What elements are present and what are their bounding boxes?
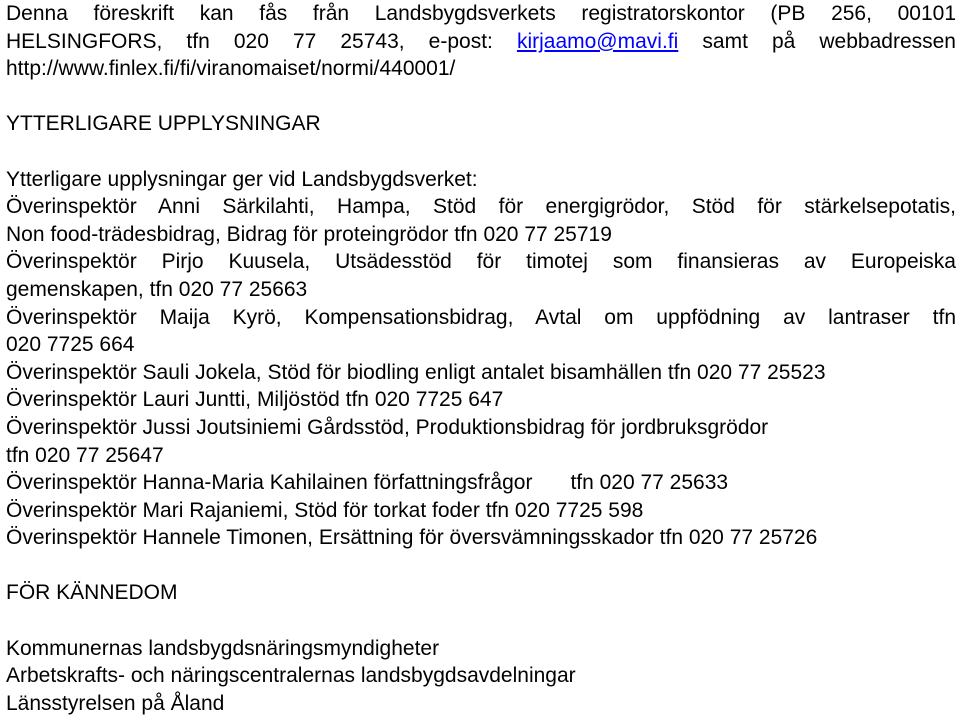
spacer <box>6 607 956 635</box>
more-info-heading: YTTERLIGARE UPPLYSNINGAR <box>6 112 321 136</box>
contact-line <box>6 469 956 497</box>
contact-phone: tfn 020 77 25633 <box>570 471 729 495</box>
contact-line: Överinspektör Lauri Juntti, Miljöstöd tfn 020 7725 647 <box>6 388 504 412</box>
for-knowledge-heading: FÖR KÄNNEDOM <box>6 581 178 605</box>
contact-name: Överinspektör Hanna-Maria Kahilainen författningsfrågor <box>6 471 533 495</box>
contact-line: gemenskapen, tfn 020 77 25663 <box>6 277 308 301</box>
contact-line: Överinspektör Sauli Jokela, Stöd för biodling enligt antalet bisamhällen tfn 020 77 25523 <box>6 360 826 384</box>
contact-line: Överinspektör Maija Kyrö, Kompensationsbidrag, Avtal om uppfödning av lantraser tfn <box>6 305 956 329</box>
contact-line: Överinspektör Pirjo Kuusela, Utsädesstöd för timotej som finansieras av Europeiska <box>6 250 956 274</box>
spacer <box>6 138 956 166</box>
spacer <box>6 552 956 580</box>
spacer <box>6 83 956 111</box>
contact-line: Överinspektör Hannele Timonen, Ersättning för översvämningsskador tfn 020 77 25726 <box>6 526 818 550</box>
contact-line: Överinspektör Anni Särkilahti, Hampa, Stöd för energigrödor, Stöd för stärkelsepotatis, <box>6 195 956 219</box>
intro-line-2-end: samt på webbadressen <box>702 29 956 53</box>
contact-line: Överinspektör Mari Rajaniemi, Stöd för torkat foder tfn 020 7725 598 <box>6 498 644 522</box>
contact-line: tfn 020 77 25647 <box>6 443 164 467</box>
intro-line-1: Denna föreskrift kan fås från Landsbygdsverkets registratorskontor (PB 256, 00101 <box>6 2 956 25</box>
email-link[interactable]: kirjaamo@mavi.fi <box>516 29 679 53</box>
document-page <box>6 0 956 717</box>
intro-line-2 <box>6 28 956 56</box>
intro-url: http://www.finlex.fi/fi/viranomaiset/normi/440001/ <box>6 57 456 81</box>
recipient-line: Länsstyrelsen på Åland <box>6 691 225 715</box>
recipient-line: Arbetskrafts- och näringscentralernas landsbygdsavdelningar <box>6 664 576 688</box>
recipient-line: Kommunernas landsbygdsnäringsmyndigheter <box>6 636 440 660</box>
intro-line-2-text: HELSINGFORS, tfn 020 77 25743, e-post: <box>6 29 493 53</box>
contact-line: Non food-trädesbidrag, Bidrag för proteingrödor tfn 020 77 25719 <box>6 222 612 246</box>
contact-line: 020 7725 664 <box>6 333 135 357</box>
more-info-lead: Ytterligare upplysningar ger vid Landsbygdsverket: <box>6 167 478 191</box>
contact-line: Överinspektör Jussi Joutsiniemi Gårdsstöd, Produktionsbidrag för jordbruksgrödor <box>6 415 769 439</box>
